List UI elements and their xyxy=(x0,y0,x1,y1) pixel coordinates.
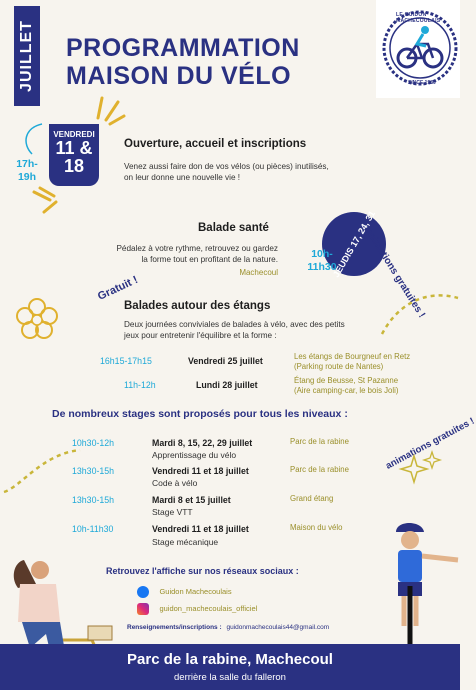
opening-time xyxy=(9,158,45,184)
sante-time-line2: 11h30 xyxy=(307,261,337,273)
opening-text-line2: on leur donne une nouvelle vie ! xyxy=(124,172,241,182)
stage-row-day: Vendredi 11 et 18 juillet xyxy=(152,466,249,476)
etangs-row-place-line1: Les étangs de Bourgneuf en Retz xyxy=(294,352,411,361)
thursdays-label: JEUDIS 17, 24, 31 xyxy=(330,209,378,279)
footer-sublocation: derrière la salle du falleron xyxy=(174,672,286,683)
contact-email[interactable]: guidonmachecoulais44@gmail.com xyxy=(226,624,330,631)
opening-time-line2: 19h xyxy=(17,171,37,183)
stage-row-time: 10h30-12h xyxy=(72,438,115,448)
etangs-row-time: 11h-12h xyxy=(124,380,156,390)
stage-row-time: 10h-11h30 xyxy=(72,524,114,534)
stage-row-sub: Apprentissage du vélo xyxy=(152,450,237,460)
sante-text-line1: Pédalez à votre rythme, retrouvez ou gardez xyxy=(116,244,278,253)
dotted-path-decoration xyxy=(2,446,82,496)
etangs-row-place-line2: (Aire camping-car, le bois Joli) xyxy=(294,386,399,395)
stage-row-place: Maison du vélo xyxy=(290,523,343,532)
month-tab xyxy=(14,6,40,106)
stage-row-sub: Code à vélo xyxy=(152,478,198,488)
etangs-row-place xyxy=(294,352,410,372)
facebook-icon xyxy=(137,586,149,598)
dotted-path-decoration xyxy=(380,290,460,340)
stages-free-label: animations gratuites ! xyxy=(384,415,476,472)
footer-location: Parc de la rabine, Machecoul xyxy=(127,651,333,668)
etangs-row-time: 16h15-17h15 xyxy=(100,356,152,366)
etangs-row-day: Lundi 28 juillet xyxy=(196,380,258,390)
stage-row-sub: Stage VTT xyxy=(152,507,193,517)
etangs-row-day: Vendredi 25 juillet xyxy=(188,356,263,366)
stage-row-day: Mardi 8, 15, 22, 29 juillet xyxy=(152,438,253,448)
social-heading: Retrouvez l'affiche sur nos réseaux sociaux : xyxy=(106,566,299,576)
club-logo xyxy=(376,0,460,98)
etangs-text xyxy=(124,320,345,341)
flower-icon xyxy=(14,296,60,342)
stage-row-day: Vendredi 11 et 18 juillet xyxy=(152,524,249,534)
sante-text xyxy=(70,244,278,265)
etangs-row-place-line1: Étang de Beusse, St Pazanne xyxy=(294,376,399,385)
opening-time-line1: 17h- xyxy=(16,158,38,170)
sparkle-rays-icon xyxy=(92,94,126,128)
etangs-heading: Balades autour des étangs xyxy=(124,300,271,312)
stage-row-day: Mardi 8 et 15 juillet xyxy=(152,495,231,505)
facebook-label: Guidon Machecoulais xyxy=(159,587,232,597)
sante-time xyxy=(300,248,344,274)
stage-row-place: Parc de la rabine xyxy=(290,437,349,446)
curved-arrow-icon xyxy=(18,120,48,160)
stage-row-place: Parc de la rabine xyxy=(290,465,349,474)
sante-place: Machecoul xyxy=(239,268,278,277)
stage-row-time: 13h30-15h xyxy=(72,466,115,476)
sante-text-line2: la forme tout en profitant de la nature. xyxy=(141,254,278,264)
logo-top-text: LE GUIDON MACHECOULAIS xyxy=(396,12,441,24)
sante-heading: Balade santé xyxy=(198,222,269,234)
etangs-text-line1: Deux journées conviviales de balades à vélo, avec des petits xyxy=(124,320,345,329)
month-tab-label: JUILLET xyxy=(18,20,35,92)
sparkle-stars-icon xyxy=(396,448,444,492)
badge-date-line1: 11 & xyxy=(55,138,93,158)
opening-text-line1: Venez aussi faire don de vos vélos (ou pièces) inutilisés, xyxy=(124,162,329,171)
page-title-line1: PROGRAMMATION xyxy=(66,34,300,62)
sante-time-line1: 10h- xyxy=(311,248,333,260)
instagram-icon xyxy=(137,603,149,615)
opening-text xyxy=(124,162,329,183)
facebook-link[interactable] xyxy=(137,583,232,601)
badge-day: VENDREDI xyxy=(53,130,95,139)
stage-row-sub: Stage mécanique xyxy=(152,537,219,547)
stages-heading: De nombreux stages sont proposés pour tous les niveaux : xyxy=(52,408,348,420)
etangs-text-line2: jeux pour entretenir l'équilibre et la forme : xyxy=(124,330,277,340)
instagram-label: guidon_machecoulais_officiel xyxy=(159,604,258,614)
contact-line xyxy=(127,624,329,631)
free-tag: Gratuit ! xyxy=(96,273,140,303)
etangs-row-place xyxy=(294,376,398,396)
contact-label: Renseignements/inscriptions : xyxy=(127,624,222,631)
child-cyclist-illustration xyxy=(386,516,460,644)
footer-banner xyxy=(0,644,460,690)
sparkle-rays-icon xyxy=(30,186,64,216)
opening-heading: Ouverture, accueil et inscriptions xyxy=(124,138,307,150)
sante-free-label: animations gratuites ! xyxy=(362,226,428,320)
page-title-line2: MAISON DU VÉLO xyxy=(66,62,292,90)
etangs-row-place-line2: (Parking route de Nantes) xyxy=(294,362,384,371)
stage-row-place: Grand étang xyxy=(290,494,334,503)
instagram-link[interactable] xyxy=(137,600,257,618)
badge-date-line2: 18 xyxy=(63,156,85,176)
logo-bottom-text: SINCE 1980 xyxy=(408,80,436,86)
date-badge xyxy=(49,124,99,186)
stage-row-time: 13h30-15h xyxy=(72,495,115,505)
